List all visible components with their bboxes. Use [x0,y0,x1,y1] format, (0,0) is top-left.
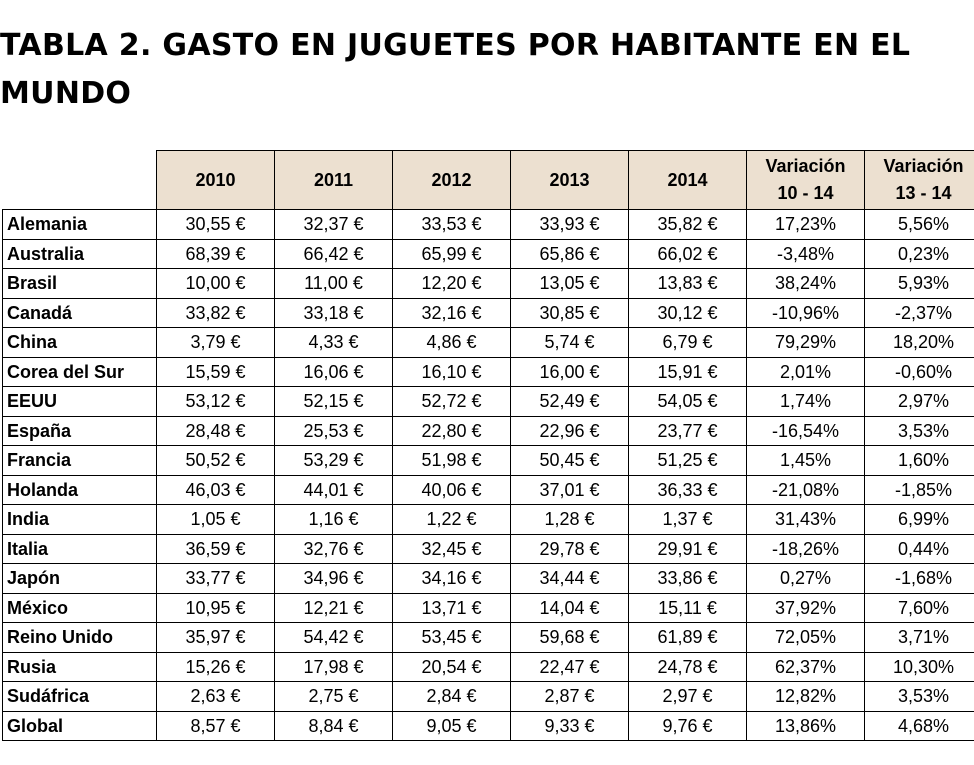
value-cell: 36,59 € [157,534,275,564]
value-cell: 33,86 € [629,564,747,594]
value-cell: 22,80 € [393,416,511,446]
column-header-label: 2012 [431,170,472,190]
value-cell: 33,93 € [511,210,629,240]
table-row [3,387,974,417]
value-cell: 0,27% [747,564,865,594]
country-cell: Rusia [3,652,157,682]
table-row [3,239,974,269]
value-cell: 62,37% [747,652,865,682]
value-cell: 34,44 € [511,564,629,594]
value-cell: 15,91 € [629,357,747,387]
table-row [3,593,974,623]
value-cell: -21,08% [747,475,865,505]
value-cell: 4,68% [865,711,974,741]
value-cell: 53,12 € [157,387,275,417]
country-cell: Canadá [3,298,157,328]
page-title: TABLA 2. GASTO EN JUGUETES POR HABITANTE EN EL MUNDO [0,28,911,111]
country-cell: Brasil [3,269,157,299]
value-cell: 4,86 € [393,328,511,358]
country-cell: EEUU [3,387,157,417]
table-row [3,210,974,240]
value-cell: 13,05 € [511,269,629,299]
value-cell: 2,87 € [511,682,629,712]
column-header-label: 2011 [313,170,354,190]
value-cell: 1,05 € [157,505,275,535]
table-row [3,416,974,446]
value-cell: 53,29 € [275,446,393,476]
value-cell: 37,92% [747,593,865,623]
value-cell: 52,15 € [275,387,393,417]
value-cell: 1,22 € [393,505,511,535]
value-cell: 40,06 € [393,475,511,505]
column-header-label: Variación [883,156,964,176]
value-cell: 13,71 € [393,593,511,623]
value-cell: 8,84 € [275,711,393,741]
value-cell: 1,28 € [511,505,629,535]
value-cell: 3,53% [865,682,974,712]
column-header [157,151,275,210]
value-cell: 28,48 € [157,416,275,446]
country-cell: Japón [3,564,157,594]
value-cell: 72,05% [747,623,865,653]
value-cell: 15,11 € [629,593,747,623]
value-cell: 17,98 € [275,652,393,682]
value-cell: 1,37 € [629,505,747,535]
column-header-label: Variación [765,156,846,176]
column-header-label: 2014 [667,170,708,190]
value-cell: 0,44% [865,534,974,564]
country-cell: China [3,328,157,358]
value-cell: 9,76 € [629,711,747,741]
value-cell: 44,01 € [275,475,393,505]
value-cell: 18,20% [865,328,974,358]
value-cell: 12,82% [747,682,865,712]
country-cell: Reino Unido [3,623,157,653]
value-cell: 3,79 € [157,328,275,358]
value-cell: 24,78 € [629,652,747,682]
country-cell: Italia [3,534,157,564]
value-cell: 31,43% [747,505,865,535]
value-cell: 2,97% [865,387,974,417]
value-cell: 79,29% [747,328,865,358]
value-cell: 59,68 € [511,623,629,653]
value-cell: 16,00 € [511,357,629,387]
column-header [747,151,865,210]
value-cell: 1,74% [747,387,865,417]
value-cell: 15,26 € [157,652,275,682]
value-cell: 46,03 € [157,475,275,505]
value-cell: 33,82 € [157,298,275,328]
value-cell: 10,95 € [157,593,275,623]
country-cell: Sudáfrica [3,682,157,712]
value-cell: 50,45 € [511,446,629,476]
value-cell: 33,18 € [275,298,393,328]
country-cell: Australia [3,239,157,269]
value-cell: -2,37% [865,298,974,328]
value-cell: 12,21 € [275,593,393,623]
value-cell: -10,96% [747,298,865,328]
column-header [275,151,393,210]
value-cell: 1,60% [865,446,974,476]
value-cell: 9,33 € [511,711,629,741]
value-cell: 15,59 € [157,357,275,387]
value-cell: 5,74 € [511,328,629,358]
value-cell: 2,63 € [157,682,275,712]
country-cell: Francia [3,446,157,476]
value-cell: 5,93% [865,269,974,299]
value-cell: 36,33 € [629,475,747,505]
value-cell: 16,06 € [275,357,393,387]
table-row [3,652,974,682]
value-cell: -0,60% [865,357,974,387]
value-cell: 13,86% [747,711,865,741]
country-cell: Global [3,711,157,741]
value-cell: 52,72 € [393,387,511,417]
value-cell: -16,54% [747,416,865,446]
table-row [3,357,974,387]
value-cell: 68,39 € [157,239,275,269]
table-row [3,682,974,712]
value-cell: 52,49 € [511,387,629,417]
value-cell: 10,30% [865,652,974,682]
value-cell: 51,25 € [629,446,747,476]
value-cell: 32,37 € [275,210,393,240]
value-cell: 54,42 € [275,623,393,653]
country-cell: Corea del Sur [3,357,157,387]
value-cell: 13,83 € [629,269,747,299]
table-row [3,505,974,535]
value-cell: 32,16 € [393,298,511,328]
value-cell: 30,85 € [511,298,629,328]
value-cell: 2,01% [747,357,865,387]
value-cell: 16,10 € [393,357,511,387]
table-row [3,269,974,299]
table-row [3,534,974,564]
value-cell: 32,45 € [393,534,511,564]
value-cell: 2,84 € [393,682,511,712]
table-row [3,623,974,653]
table-row [3,328,974,358]
value-cell: 38,24% [747,269,865,299]
column-header-label: 10 - 14 [777,183,834,203]
value-cell: 35,82 € [629,210,747,240]
value-cell: 30,55 € [157,210,275,240]
value-cell: 22,96 € [511,416,629,446]
value-cell: 51,98 € [393,446,511,476]
corner-cell [3,151,157,210]
value-cell: 61,89 € [629,623,747,653]
value-cell: 53,45 € [393,623,511,653]
country-cell: Holanda [3,475,157,505]
value-cell: 54,05 € [629,387,747,417]
value-cell: 65,99 € [393,239,511,269]
value-cell: 37,01 € [511,475,629,505]
value-cell: 12,20 € [393,269,511,299]
table-row [3,446,974,476]
country-cell: España [3,416,157,446]
value-cell: 8,57 € [157,711,275,741]
value-cell: 2,75 € [275,682,393,712]
value-cell: 10,00 € [157,269,275,299]
table-row [3,564,974,594]
value-cell: 7,60% [865,593,974,623]
value-cell: 4,33 € [275,328,393,358]
header-row [3,151,974,210]
value-cell: 30,12 € [629,298,747,328]
column-header [511,151,629,210]
value-cell: 29,91 € [629,534,747,564]
value-cell: 5,56% [865,210,974,240]
column-header-label: 2013 [549,170,590,190]
value-cell: 66,02 € [629,239,747,269]
table-row [3,298,974,328]
column-header-label: 2010 [195,170,236,190]
value-cell: 50,52 € [157,446,275,476]
value-cell: -18,26% [747,534,865,564]
country-cell: México [3,593,157,623]
value-cell: 1,45% [747,446,865,476]
value-cell: 9,05 € [393,711,511,741]
table-row [3,475,974,505]
value-cell: 33,53 € [393,210,511,240]
value-cell: 2,97 € [629,682,747,712]
country-cell: India [3,505,157,535]
column-header [393,151,511,210]
value-cell: 66,42 € [275,239,393,269]
value-cell: -1,68% [865,564,974,594]
value-cell: 1,16 € [275,505,393,535]
table-row [3,711,974,741]
value-cell: 25,53 € [275,416,393,446]
value-cell: 65,86 € [511,239,629,269]
value-cell: 11,00 € [275,269,393,299]
value-cell: 33,77 € [157,564,275,594]
column-header [865,151,974,210]
value-cell: 23,77 € [629,416,747,446]
value-cell: 0,23% [865,239,974,269]
value-cell: 20,54 € [393,652,511,682]
value-cell: 3,53% [865,416,974,446]
value-cell: 32,76 € [275,534,393,564]
value-cell: -1,85% [865,475,974,505]
country-cell: Alemania [3,210,157,240]
value-cell: 29,78 € [511,534,629,564]
column-header-label: 13 - 14 [895,183,952,203]
value-cell: 6,99% [865,505,974,535]
value-cell: 35,97 € [157,623,275,653]
table-body [3,210,974,741]
value-cell: 17,23% [747,210,865,240]
value-cell: 3,71% [865,623,974,653]
value-cell: 34,96 € [275,564,393,594]
column-header [629,151,747,210]
value-cell: 14,04 € [511,593,629,623]
value-cell: 22,47 € [511,652,629,682]
value-cell: 34,16 € [393,564,511,594]
value-cell: 6,79 € [629,328,747,358]
value-cell: -3,48% [747,239,865,269]
toy-spending-table [2,150,974,741]
